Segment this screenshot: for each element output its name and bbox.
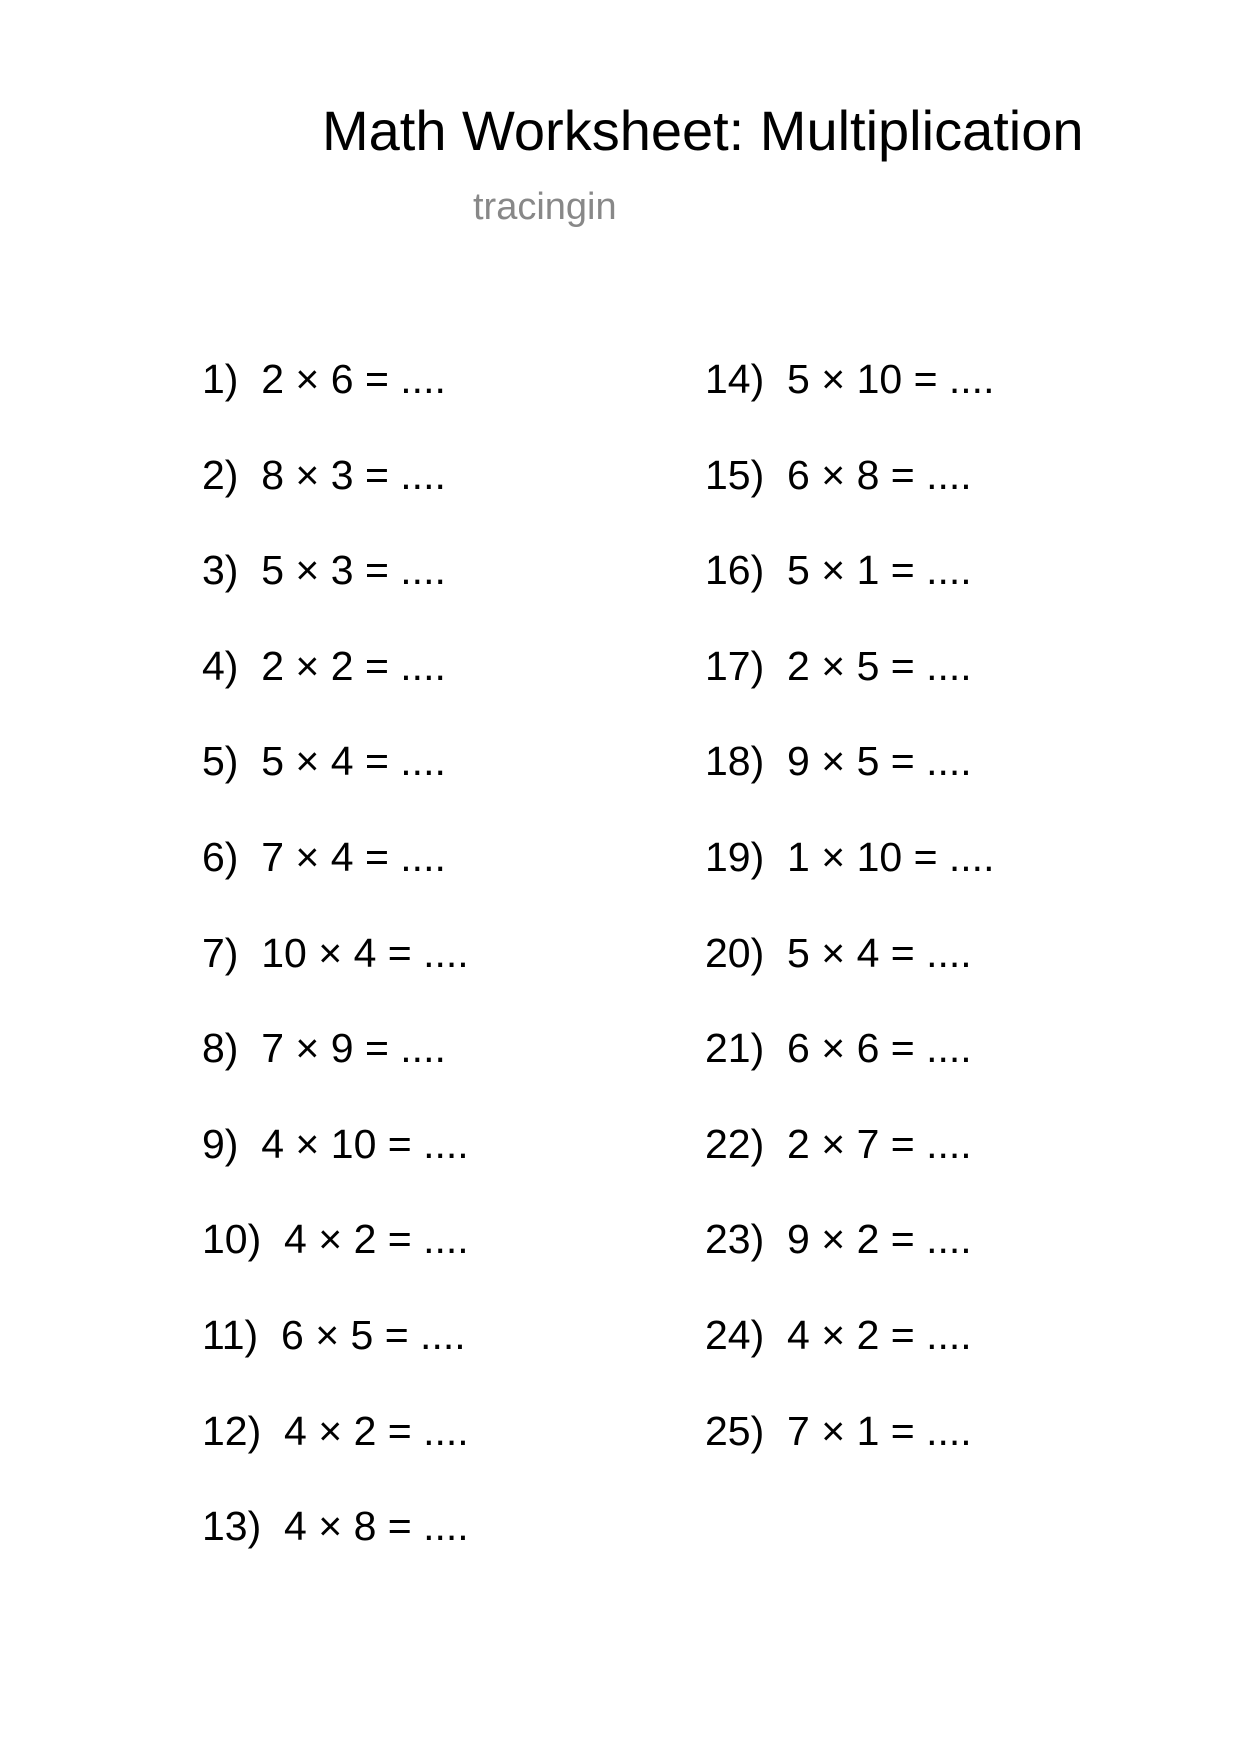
problem-15: 15) 6 × 8 = .... [705, 451, 972, 498]
problem-12: 12) 4 × 2 = .... [202, 1407, 469, 1454]
problem-24: 24) 4 × 2 = .... [705, 1311, 972, 1358]
problem-8: 8) 7 × 9 = .... [202, 1025, 446, 1072]
problem-4: 4) 2 × 2 = .... [202, 642, 446, 689]
problem-17: 17) 2 × 5 = .... [705, 642, 972, 689]
problem-9: 9) 4 × 10 = .... [202, 1120, 469, 1167]
problem-14: 14) 5 × 10 = .... [705, 356, 995, 402]
problem-7: 7) 10 × 4 = .... [202, 929, 469, 976]
worksheet-subtitle: tracingin [473, 186, 617, 228]
worksheet-title: Math Worksheet: Multiplication [322, 99, 1084, 162]
problem-18: 18) 9 × 5 = .... [705, 738, 972, 785]
problem-11: 11) 6 × 5 = .... [202, 1311, 466, 1358]
problem-22: 22) 2 × 7 = .... [705, 1120, 972, 1167]
problem-19: 19) 1 × 10 = .... [705, 833, 995, 880]
problems-left-column [202, 354, 469, 1597]
problem-2: 2) 8 × 3 = .... [202, 451, 446, 498]
problem-23: 23) 9 × 2 = .... [705, 1216, 972, 1263]
problem-6: 6) 7 × 4 = .... [202, 833, 446, 880]
problems-right-column [705, 354, 994, 1501]
problem-21: 21) 6 × 6 = .... [705, 1025, 972, 1072]
problem-20: 20) 5 × 4 = .... [705, 929, 972, 976]
problem-10: 10) 4 × 2 = .... [202, 1216, 469, 1263]
problem-3: 3) 5 × 3 = .... [202, 547, 446, 594]
problem-13: 13) 4 × 8 = .... [202, 1503, 469, 1550]
problem-5: 5) 5 × 4 = .... [202, 738, 446, 785]
problem-1: 1) 2 × 6 = .... [202, 356, 446, 402]
problem-25: 25) 7 × 1 = .... [705, 1407, 972, 1454]
problem-16: 16) 5 × 1 = .... [705, 547, 972, 594]
